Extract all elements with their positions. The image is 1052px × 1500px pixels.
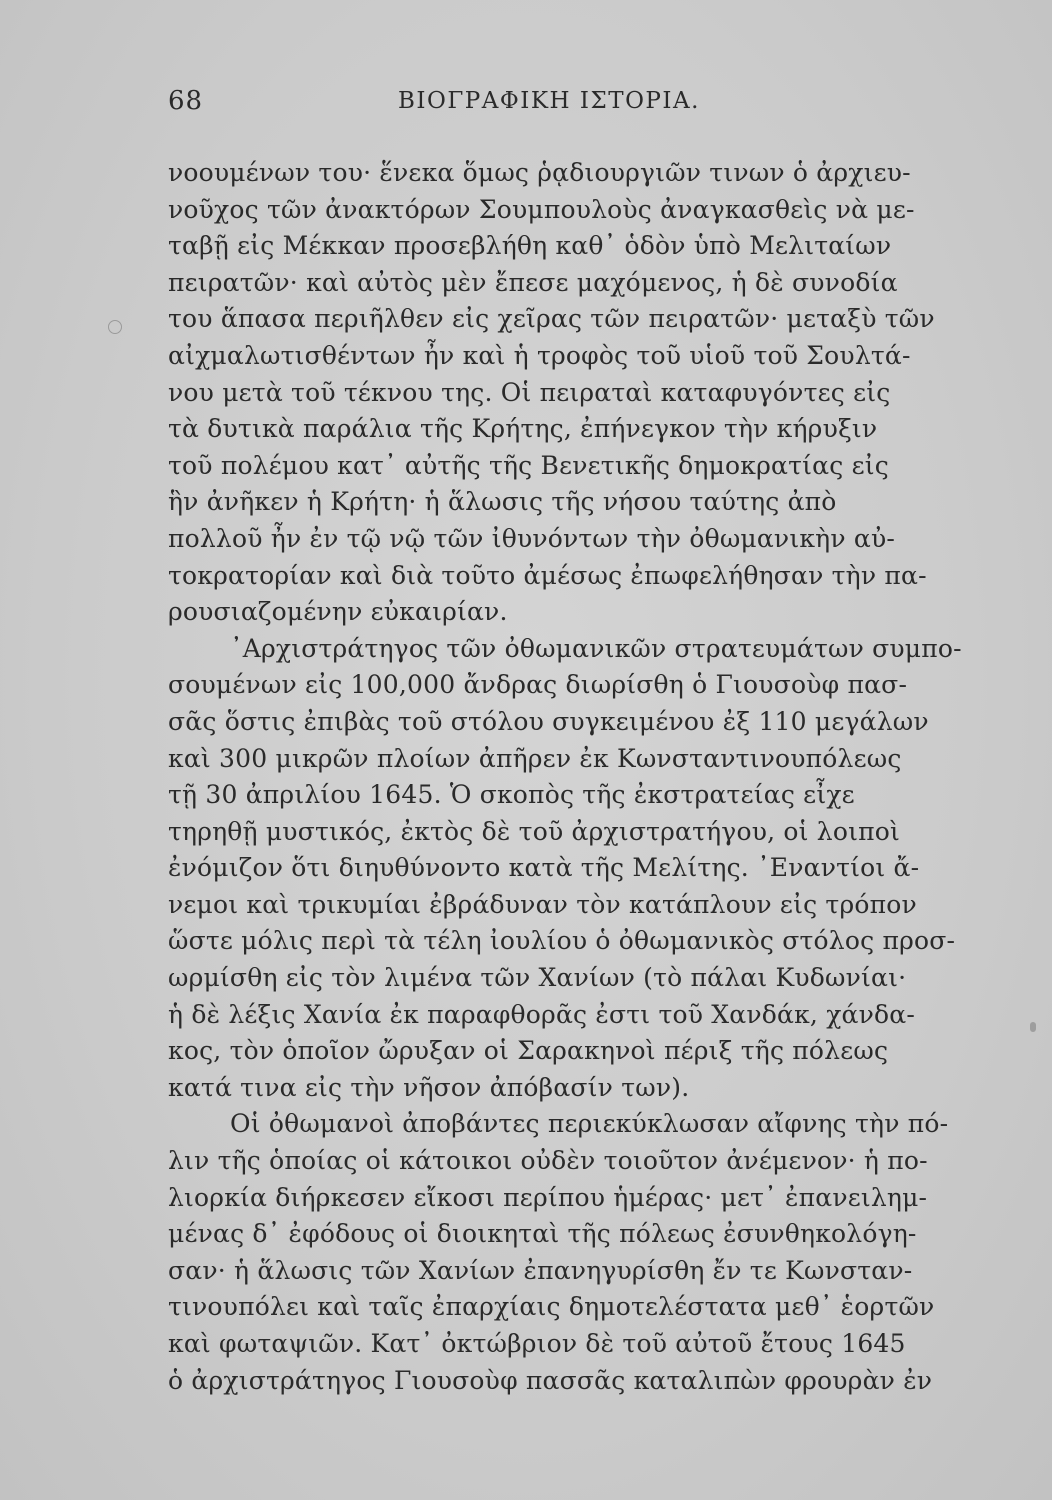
text-line: καὶ φωταψιῶν. Κατ᾿ ὀκτώβριον δὲ τοῦ αὐτοῦ ἔτους 1645 — [168, 1329, 906, 1358]
text-line: πολλοῦ ἦν ἐν τῷ νῷ τῶν ἰθυνόντων τὴν ὀθωμανικὴν αὐ- — [168, 523, 896, 553]
text-line: τηρηθῇ μυστικός, ἐκτὸς δὲ τοῦ ἀρχιστρατήγου, οἱ λοιποὶ — [168, 816, 900, 846]
text-line: κατά τινα εἰς τὴν νῆσον ἀπόβασίν των). — [168, 1072, 690, 1102]
paragraph-start-line: Οἱ ὀθωμανοὶ ἀποβάντες περιεκύκλωσαν αἴφνης τὴν πό- — [230, 1109, 949, 1139]
margin-circle-mark — [108, 320, 122, 334]
running-title: ΒΙΟΓΡΑΦΙΚΗ ΙΣΤΟΡΙΑ. — [398, 88, 700, 114]
text-line: ὁ ἀρχιστράτηγος Γιουσοὺφ πασσᾶς καταλιπὼν φρουρὰν ἐν — [168, 1365, 933, 1395]
text-line: ταβῇ εἰς Μέκκαν προσεβλήθη καθ᾿ ὁδὸν ὑπὸ Μελιταίων — [168, 231, 892, 261]
text-line: τοῦ πολέμου κατ᾿ αὐτῆς τῆς Βενετικῆς δημοκρατίας εἰς — [168, 450, 889, 480]
text-line: τῇ 30 ἀπριλίου 1645. Ὁ σκοπὸς τῆς ἐκστρατείας εἶχε — [168, 780, 855, 810]
page-number: 68 — [168, 86, 204, 116]
text-line: ὥστε μόλις περὶ τὰ τέλη ἰουλίου ὁ ὀθωμανικὸς στόλος προσ- — [168, 926, 956, 956]
paragraph-start-line: ᾿Αρχιστράτηγος τῶν ὀθωμανικῶν στρατευμάτων συμπο- — [230, 633, 962, 663]
text-line: του ἅπασα περιῆλθεν εἰς χεῖρας τῶν πειρατῶν· μεταξὺ τῶν — [168, 304, 935, 334]
text-line: ἐνόμιζον ὅτι διηυθύνοντο κατὰ τῆς Μελίτης. ᾿Εναντίοι ἄ- — [168, 853, 920, 883]
page-edge-spot — [1030, 1022, 1036, 1032]
text-line: αἰχμαλωτισθέντων ἦν καὶ ἡ τροφὸς τοῦ υἱοῦ τοῦ Σουλτά- — [168, 340, 911, 370]
text-line: ωρμίσθη εἰς τὸν λιμένα τῶν Χανίων (τὸ πάλαι Κυδωνίαι· — [168, 963, 907, 993]
text-line: σᾶς ὅστις ἐπιβὰς τοῦ στόλου συγκειμένου ἐξ 110 μεγάλων — [168, 706, 929, 736]
text-line: πειρατῶν· καὶ αὐτὸς μὲν ἔπεσε μαχόμενος, ἡ δὲ συνοδία — [168, 267, 898, 297]
text-line: κος, τὸν ὁποῖον ὤρυξαν οἱ Σαρακηνοὶ πέριξ τῆς πόλεως — [168, 1036, 889, 1066]
text-line: νου μετὰ τοῦ τέκνου της. Οἱ πειραταὶ καταφυγόντες εἰς — [168, 377, 891, 407]
text-line: λιορκία διήρκεσεν εἴκοσι περίπου ἡμέρας· μετ᾿ ἐπανειλημ- — [168, 1182, 928, 1212]
text-line: λιν τῆς ὁποίας οἱ κάτοικοι οὐδὲν τοιοῦτον ἀνέμενον· ἡ πο- — [168, 1146, 928, 1176]
text-line: μένας δ᾿ ἐφόδους οἱ διοικηταὶ τῆς πόλεως ἐσυνθηκολόγη- — [168, 1219, 917, 1249]
text-line: νοουμένων του· ἕνεκα ὅμως ῥᾳδιουργιῶν τινων ὁ ἀρχιευ- — [168, 158, 911, 187]
text-line: σουμένων εἰς 100,000 ἄνδρας διωρίσθη ὁ Γιουσοὺφ πασ- — [168, 670, 908, 700]
text-line: ρουσιαζομένην εὐκαιρίαν. — [168, 597, 508, 627]
text-line: τὰ δυτικὰ παράλια τῆς Κρήτης, ἐπήνεγκον τὴν κήρυξιν — [168, 414, 878, 444]
page-header — [168, 86, 918, 122]
text-line: ἡ δὲ λέξις Χανία ἐκ παραφθορᾶς ἐστι τοῦ Χανδάκ, χάνδα- — [168, 999, 916, 1029]
text-line: νοῦχος τῶν ἀνακτόρων Σουμπουλοὺς ἀναγκασθεὶς νὰ με- — [168, 194, 915, 224]
text-line: σαν· ἡ ἅλωσις τῶν Χανίων ἐπανηγυρίσθη ἔν τε Κωνσταν- — [168, 1255, 913, 1285]
text-line: τινουπόλει καὶ ταῖς ἐπαρχίαις δημοτελέστατα μεθ᾿ ἑορτῶν — [168, 1292, 935, 1322]
text-line: καὶ 300 μικρῶν πλοίων ἀπῆρεν ἐκ Κωνσταντινουπόλεως — [168, 743, 902, 773]
text-line: ἣν ἀνῆκεν ἡ Κρήτη· ἡ ἅλωσις τῆς νήσου ταύτης ἀπὸ — [168, 487, 837, 517]
body-text — [168, 155, 968, 1399]
text-line: νεμοι καὶ τρικυμίαι ἐβράδυναν τὸν κατάπλουν εἰς τρόπον — [168, 889, 917, 919]
text-line: τοκρατορίαν καὶ διὰ τοῦτο ἀμέσως ἐπωφελήθησαν τὴν πα- — [168, 560, 927, 590]
